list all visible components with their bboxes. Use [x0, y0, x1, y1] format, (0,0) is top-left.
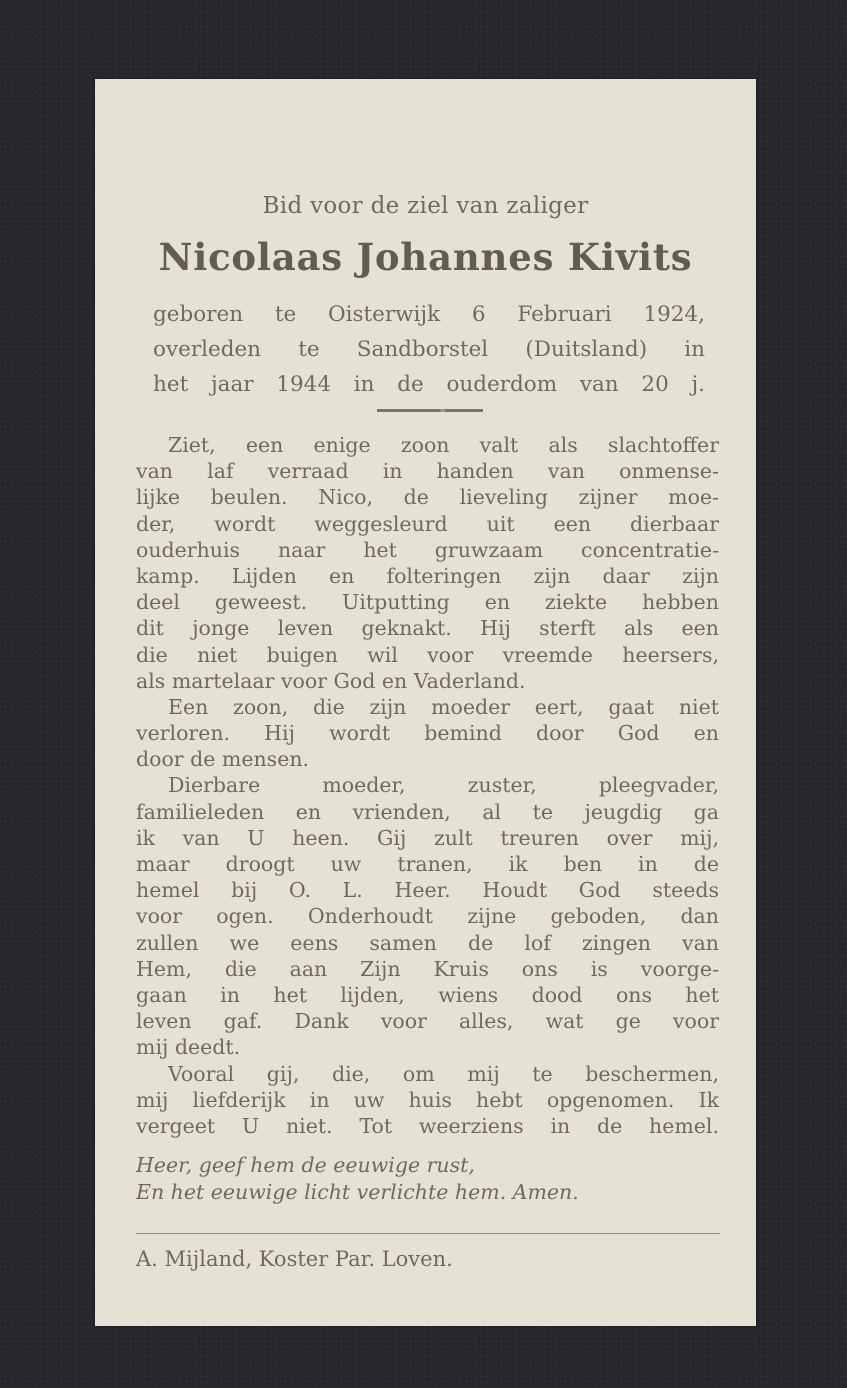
- memorial-text: [136, 432, 719, 1139]
- text-line: hemel bij O. L. Heer. Houdt God steeds: [136, 878, 719, 903]
- text-line: ik van U heen. Gij zult treuren over mij,: [136, 825, 719, 850]
- age-line: het jaar 1944 in de ouderdom van 20 j.: [153, 372, 705, 397]
- printer-credit: A. Mijland, Koster Par. Loven.: [136, 1247, 453, 1271]
- text-line: mij deedt.: [136, 1035, 241, 1060]
- text-line: maar droogt uw tranen, ik ben in de: [136, 852, 719, 876]
- text-line: Een zoon, die zijn moeder eert, gaat niet: [168, 694, 719, 719]
- text-line: kamp. Lijden en folteringen zijn daar zijn: [136, 563, 719, 588]
- text-line: van laf verraad in handen van onmense-: [136, 459, 719, 484]
- text-line: zullen we eens samen de lof zingen van: [136, 930, 719, 955]
- prayer-line: En het eeuwige licht verlichte hem. Amen.: [136, 1180, 579, 1204]
- text-line: lijke beulen. Nico, de lieveling zijner moe-: [136, 485, 719, 510]
- ornament-divider: [377, 409, 483, 412]
- deceased-name: Nicolaas Johannes Kivits: [158, 235, 693, 279]
- text-line: Ziet, een enige zoon valt als slachtoffer: [168, 433, 719, 457]
- text-line: als martelaar voor God en Vaderland.: [136, 668, 526, 693]
- text-line: familieleden en vrienden, al te jeugdig ga: [136, 799, 719, 824]
- memorial-card: [95, 79, 756, 1326]
- text-line: ouderhuis naar het gruwzaam concentratie-: [136, 537, 719, 562]
- invocation-heading: Bid voor de ziel van zaliger: [262, 193, 589, 219]
- text-line: Hem, die aan Zijn Kruis ons is voorge-: [136, 956, 719, 981]
- text-line: voor ogen. Onderhoudt zijne geboden, dan: [136, 904, 719, 929]
- text-line: vergeet U niet. Tot weerziens in de hemel.: [136, 1113, 719, 1138]
- birth-line: geboren te Oisterwijk 6 Februari 1924,: [153, 302, 705, 327]
- text-line: mij liefderijk in uw huis hebt opgenomen. Ik: [136, 1087, 719, 1112]
- text-line: der, wordt weggesleurd uit een dierbaar: [136, 511, 719, 536]
- text-line: dit jonge leven geknakt. Hij sterft als een: [136, 616, 719, 641]
- text-line: die niet buigen wil voor vreemde heersers,: [136, 642, 719, 667]
- text-line: deel geweest. Uitputting en ziekte hebben: [136, 590, 719, 615]
- closing-prayer: [136, 1152, 736, 1206]
- prayer-line: Heer, geef hem de eeuwige rust,: [136, 1153, 475, 1177]
- vitals-block: [153, 297, 705, 402]
- death-line: overleden te Sandborstel (Duitsland) in: [153, 337, 705, 362]
- text-line: verloren. Hij wordt bemind door God en: [136, 721, 719, 746]
- text-line: gaan in het lijden, wiens dood ons het: [136, 982, 719, 1007]
- text-line: door de mensen.: [136, 747, 310, 772]
- text-line: Dierbare moeder, zuster, pleegvader,: [168, 773, 719, 798]
- text-line: Vooral gij, die, om mij te beschermen,: [168, 1061, 719, 1086]
- text-line: leven gaf. Dank voor alles, wat ge voor: [136, 1009, 719, 1034]
- horizontal-rule: [136, 1233, 720, 1234]
